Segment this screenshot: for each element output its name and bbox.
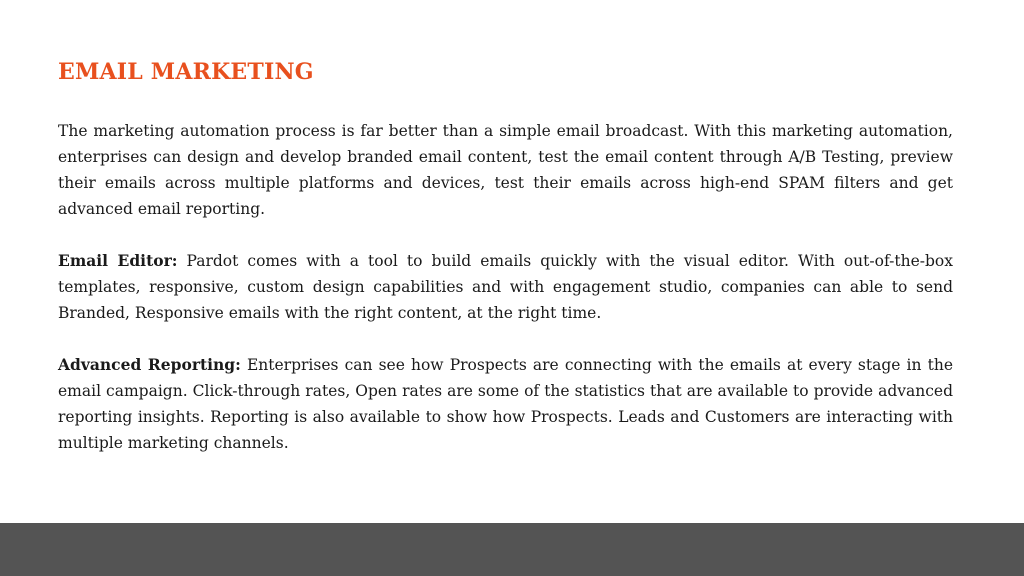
advanced-reporting-text: Enterprises can see how Prospects are connecting with the emails at every stage in the email campaign. Click-through rates, Open rates are some of the statistics that are available to provide advanced reporting insights. Reporting is also available to show how Prospects. Leads and Customers are interacting with multiple marketing channels. <box>58 356 953 452</box>
intro-paragraph: The marketing automation process is far better than a simple email broadcast. With this marketing automation, enterprises can design and develop branded email content, test the email content through A/B Testing, preview their emails across multiple platforms and devices, test their emails across high-end SPAM filters and get advanced email reporting. <box>58 122 953 218</box>
advanced-reporting-label: Advanced Reporting: <box>58 355 241 374</box>
email-editor-paragraph <box>58 248 953 326</box>
email-editor-text: Pardot comes with a tool to build emails quickly with the visual editor. With out-of-the-box templates, responsive, custom design capabilities and with engagement studio, companies can able to send Branded, Responsive emails with the right content, at the right time. <box>58 252 953 322</box>
slide-body <box>58 118 953 482</box>
email-editor-label: Email Editor: <box>58 251 178 270</box>
advanced-reporting-paragraph <box>58 352 953 456</box>
footer-bar <box>0 523 1024 576</box>
slide-title: EMAIL MARKETING <box>58 59 314 85</box>
